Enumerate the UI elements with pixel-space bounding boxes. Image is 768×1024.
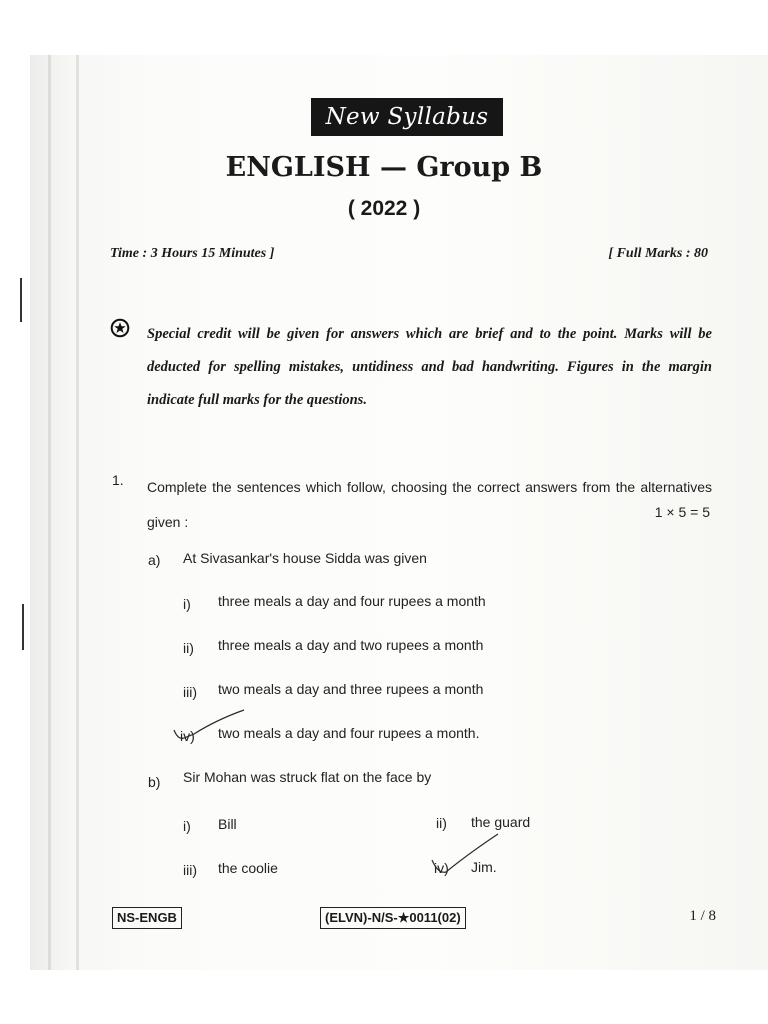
- paper-fold: [48, 55, 51, 970]
- full-marks: [ Full Marks : 80: [608, 246, 708, 261]
- part-a-stem: At Sivasankar's house Sidda was given: [183, 550, 427, 566]
- option-label: i): [183, 596, 191, 612]
- option-text: three meals a day and four rupees a month: [218, 593, 486, 609]
- question-marks: 1 × 5 = 5: [654, 504, 710, 520]
- answer-tick-icon: [170, 706, 250, 746]
- margin-mark: [20, 278, 22, 322]
- option-text: the guard: [471, 814, 531, 830]
- new-syllabus-banner: New Syllabus: [311, 98, 503, 136]
- part-b-label: b): [148, 774, 161, 790]
- option-label: i): [183, 818, 191, 834]
- question-text: Complete the sentences which follow, choosing the correct answers from the alternatives given :: [147, 479, 712, 530]
- option-label: ii): [183, 640, 194, 656]
- option-label: iii): [183, 862, 197, 878]
- question-number: 1.: [112, 472, 124, 488]
- option-label: iii): [183, 684, 197, 700]
- option-text: two meals a day and four rupees a month.: [218, 725, 480, 741]
- option-label: iv): [180, 728, 195, 744]
- option-label: ii): [436, 815, 447, 831]
- time-allowed: Time : 3 Hours 15 Minutes ]: [110, 246, 275, 261]
- option-label: iv): [434, 860, 449, 876]
- option-text: Jim.: [471, 859, 497, 875]
- answer-tick-icon: [428, 830, 508, 880]
- option-text: Bill: [218, 816, 237, 832]
- instructions: Special credit will be given for answers which are brief and to the point. Marks will be deducted for spelling mistakes, untidiness and bad handwriting. Figures in the margin indicate full marks for the questions.: [147, 326, 712, 408]
- exam-code: (ELVN)-N/S-★0011(02): [320, 907, 466, 929]
- page-number: 1 / 8: [689, 908, 716, 924]
- paper-code: NS-ENGB: [112, 907, 182, 929]
- part-a-label: a): [148, 552, 161, 568]
- paper-fold: [76, 55, 79, 970]
- option-text: two meals a day and three rupees a month: [218, 681, 484, 697]
- margin-mark: [22, 604, 24, 650]
- option-text: three meals a day and two rupees a month: [218, 637, 484, 653]
- page-title: ENGLISH — Group B: [225, 152, 543, 183]
- star-bullet-icon: [110, 318, 130, 338]
- part-b-stem: Sir Mohan was struck flat on the face by: [183, 769, 432, 785]
- exam-year: ( 2022 ): [347, 197, 421, 220]
- option-text: the coolie: [218, 860, 278, 876]
